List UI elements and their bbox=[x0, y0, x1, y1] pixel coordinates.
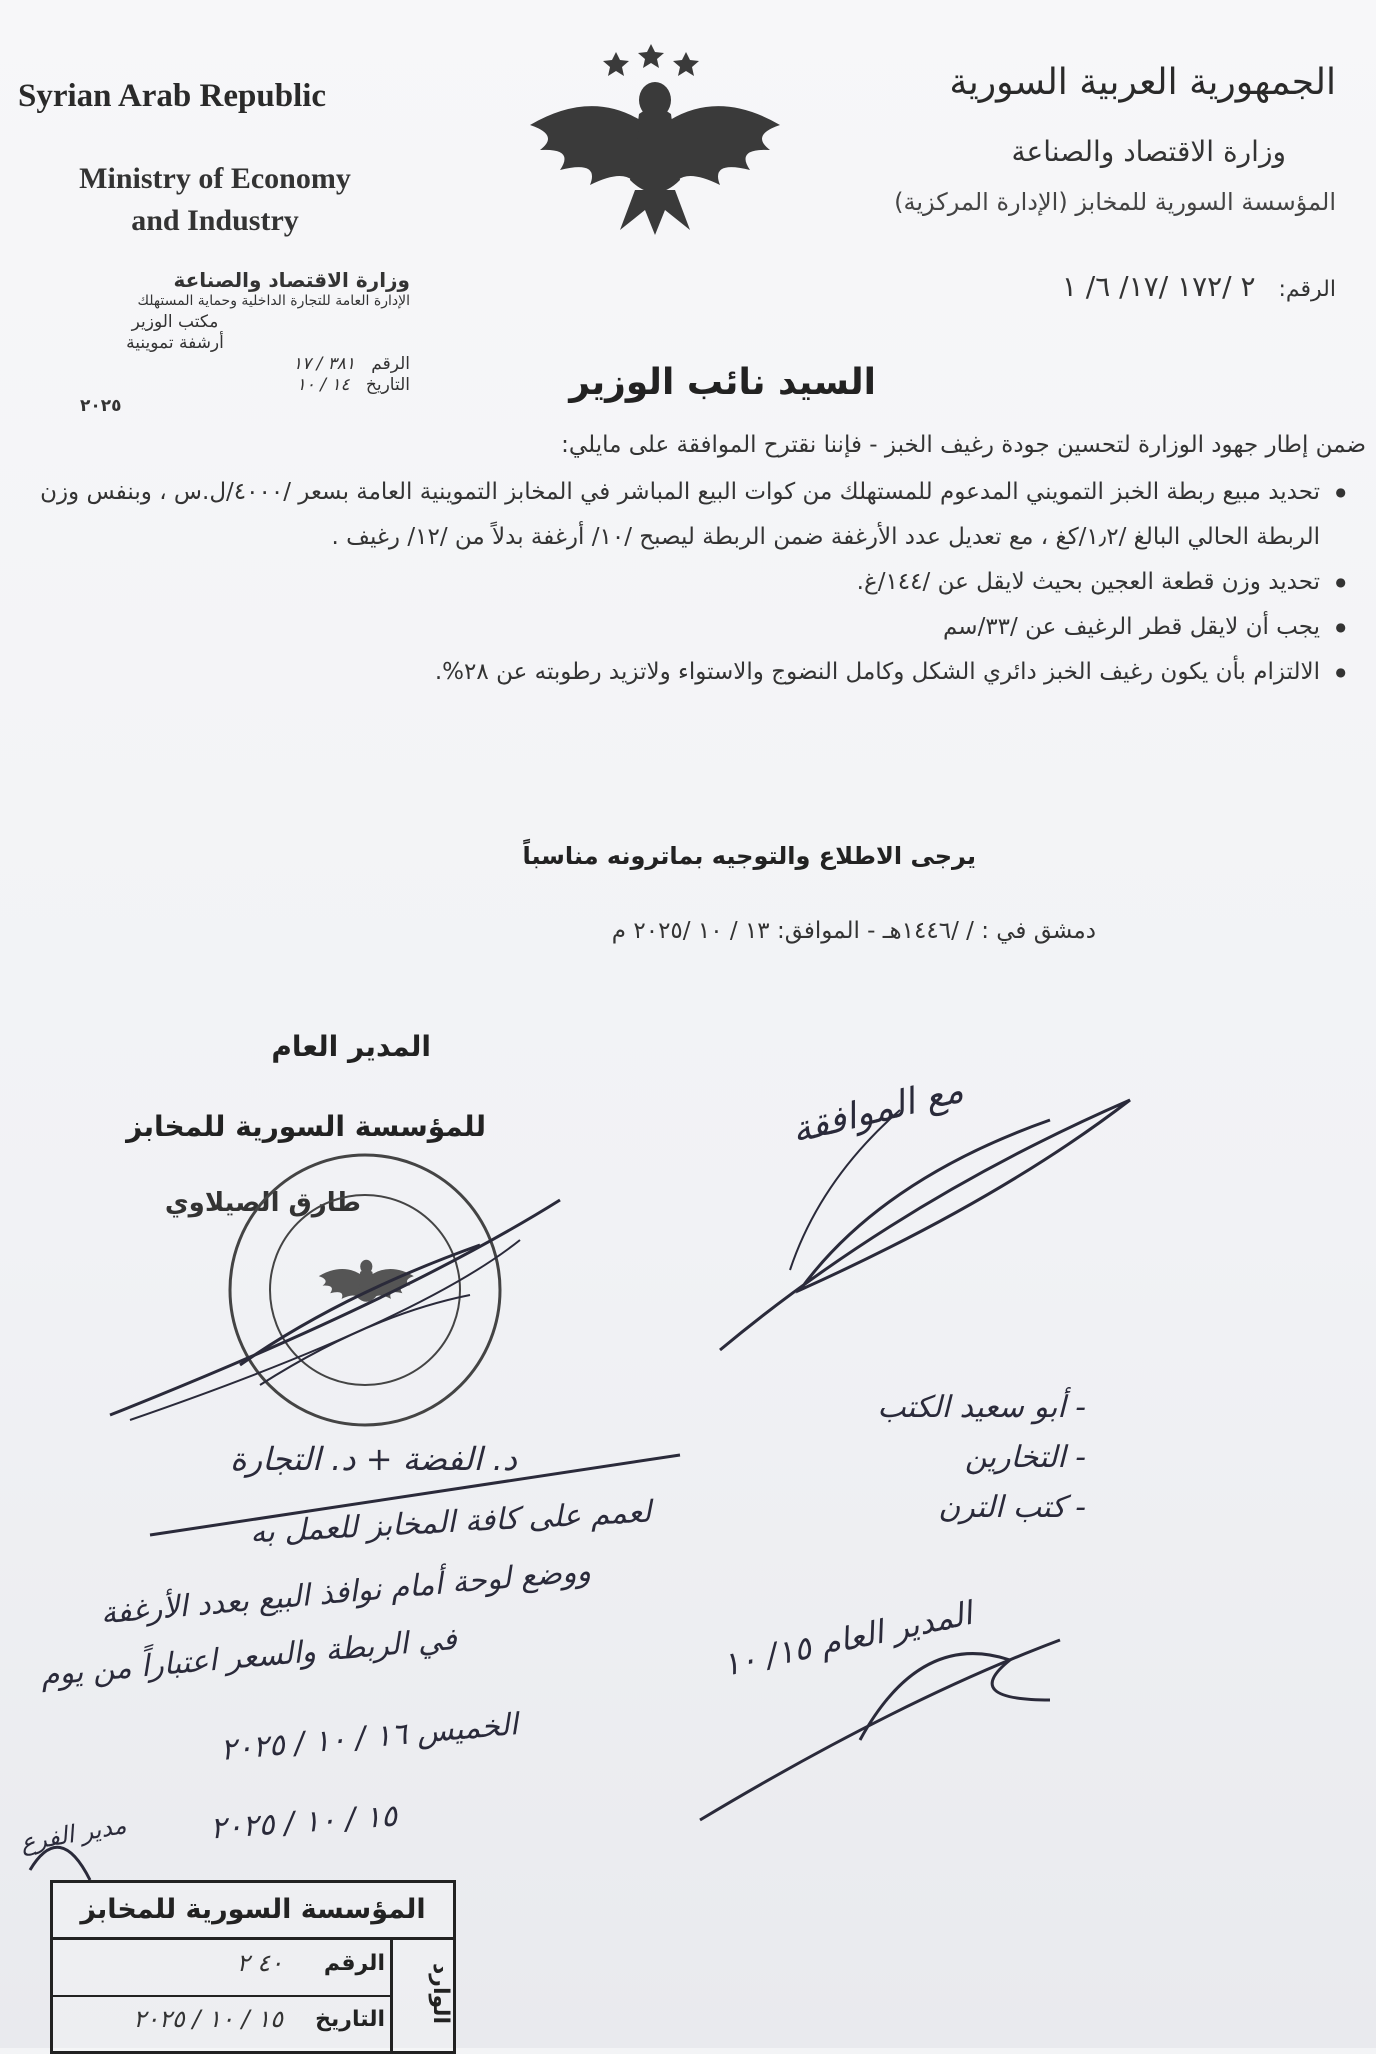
stamp-year: ٢٠٢٥ bbox=[80, 396, 122, 416]
arabic-ministry-name: وزارة الاقتصاد والصناعة bbox=[1011, 135, 1286, 168]
handwritten-circular: لعمم على كافة المخابز للعمل به bbox=[249, 1494, 653, 1551]
handwritten-circular: في الربطة والسعر اعتباراً من يوم bbox=[39, 1621, 459, 1694]
register-number-row bbox=[53, 1939, 393, 1997]
request-line: يرجى الاطلاع والتوجيه بماترونه مناسباً bbox=[522, 842, 976, 870]
register-number-label: الرقم bbox=[323, 1951, 385, 1976]
stamp-line: مكتب الوزير bbox=[131, 312, 219, 332]
stamp-number-value: ٣٨١ / ١٧ bbox=[292, 354, 356, 374]
incoming-register-box bbox=[50, 1880, 456, 2054]
handwritten-recipient: - التخارين bbox=[964, 1440, 1086, 1475]
register-number-value: ٤٠ ٢ bbox=[236, 1949, 283, 1977]
signatory-title: المدير العام bbox=[271, 1030, 431, 1063]
arabic-republic-title: الجمهورية العربية السورية bbox=[949, 62, 1336, 103]
reference-value: ٢ /١٧٢ /١٧/ ٦/ ١ bbox=[1061, 270, 1256, 303]
signatory-organization: للمؤسسة السورية للمخابز bbox=[126, 1110, 486, 1143]
register-box-title: المؤسسة السورية للمخابز bbox=[53, 1883, 453, 1940]
handwritten-branch-director: مدير الفرع bbox=[18, 1810, 129, 1858]
handwritten-circular: ووضع لوحة أمام نوافذ البيع بعدد الأرغفة bbox=[99, 1553, 593, 1632]
proposal-item: ● تحديد وزن قطعة العجين بحيث لايقل عن /١٤٤/غ. bbox=[16, 560, 1346, 605]
stamp-line: أرشفة تموينية bbox=[126, 333, 224, 353]
register-side-label: الوارد bbox=[390, 1937, 453, 2051]
register-date-row bbox=[53, 1995, 393, 2051]
proposal-item: ● تحديد مبيع ربطة الخبز التمويني المدعوم للمستهلك من كوات البيع المباشر في المخابز التموينية العامة بسعر /٤٠٠٠/ل.س ، وبنفس وزن الربطة الحالي البالغ /١٫٢/كغ ، مع تعديل عدد الأرغفة ضمن الربطة ليصبح /١٠/ أرغفة بدلاً من /١٢/ رغيف . bbox=[16, 470, 1346, 560]
signatory-name: طارق الصيلاوي bbox=[164, 1188, 361, 1218]
stamp-line: الإدارة العامة للتجارة الداخلية وحماية المستهلك bbox=[137, 293, 410, 309]
english-ministry-line1: Ministry of Economy bbox=[79, 162, 351, 195]
handwritten-approval: مع الموافقة bbox=[787, 1069, 968, 1152]
english-ministry-line2: and Industry bbox=[131, 204, 299, 237]
handwritten-date: ١٥ / ١٠ / ٢٠٢٥ bbox=[209, 1798, 399, 1847]
register-date-label: التاريخ bbox=[315, 2007, 385, 2032]
stamp-line: وزارة الاقتصاد والصناعة bbox=[173, 268, 410, 292]
letter-intro: ضمن إطار جهود الوزارة لتحسين جودة رغيف الخبز - فإننا نقترح الموافقة على مايلي: bbox=[561, 432, 1366, 458]
handwritten-recipient: - كتب الترن bbox=[938, 1490, 1086, 1525]
letter-addressee: السيد نائب الوزير bbox=[569, 362, 876, 403]
proposal-item: ● الالتزام بأن يكون رغيف الخبز دائري الشكل وكامل النضوج والاستواء ولاتزيد رطوبته عن ٢٨%. bbox=[16, 650, 1346, 695]
handwritten-circular: د. الفضة + د. التجارة bbox=[230, 1440, 517, 1478]
stamp-date-value: ١٤ / ١٠ bbox=[296, 375, 350, 395]
stamp-number-label: الرقم bbox=[371, 354, 410, 374]
handwritten-circular: الخميس ١٦ / ١٠ / ٢٠٢٥ bbox=[219, 1707, 520, 1768]
letter-date: دمشق في : / /١٤٤٦هـ - الموافق: ١٣ / ١٠ /٢٠٢٥ م bbox=[611, 918, 1096, 944]
handwritten-gm-note: المدير العام ١٥/ ١٠ bbox=[718, 1593, 976, 1685]
arabic-organization-name: المؤسسة السورية للمخابز (الإدارة المركزية) bbox=[894, 188, 1336, 216]
proposal-item: ● يجب أن لايقل قطر الرغيف عن /٣٣/سم bbox=[16, 605, 1346, 650]
reference-label: الرقم: bbox=[1278, 277, 1336, 302]
register-date-value: ١٥ / ١٠ / ٢٠٢٥ bbox=[133, 2005, 283, 2033]
english-republic-title: Syrian Arab Republic bbox=[18, 78, 327, 114]
handwritten-recipient: - أبو سعيد الكتب bbox=[877, 1390, 1086, 1425]
stamp-date-label: التاريخ bbox=[365, 375, 410, 395]
